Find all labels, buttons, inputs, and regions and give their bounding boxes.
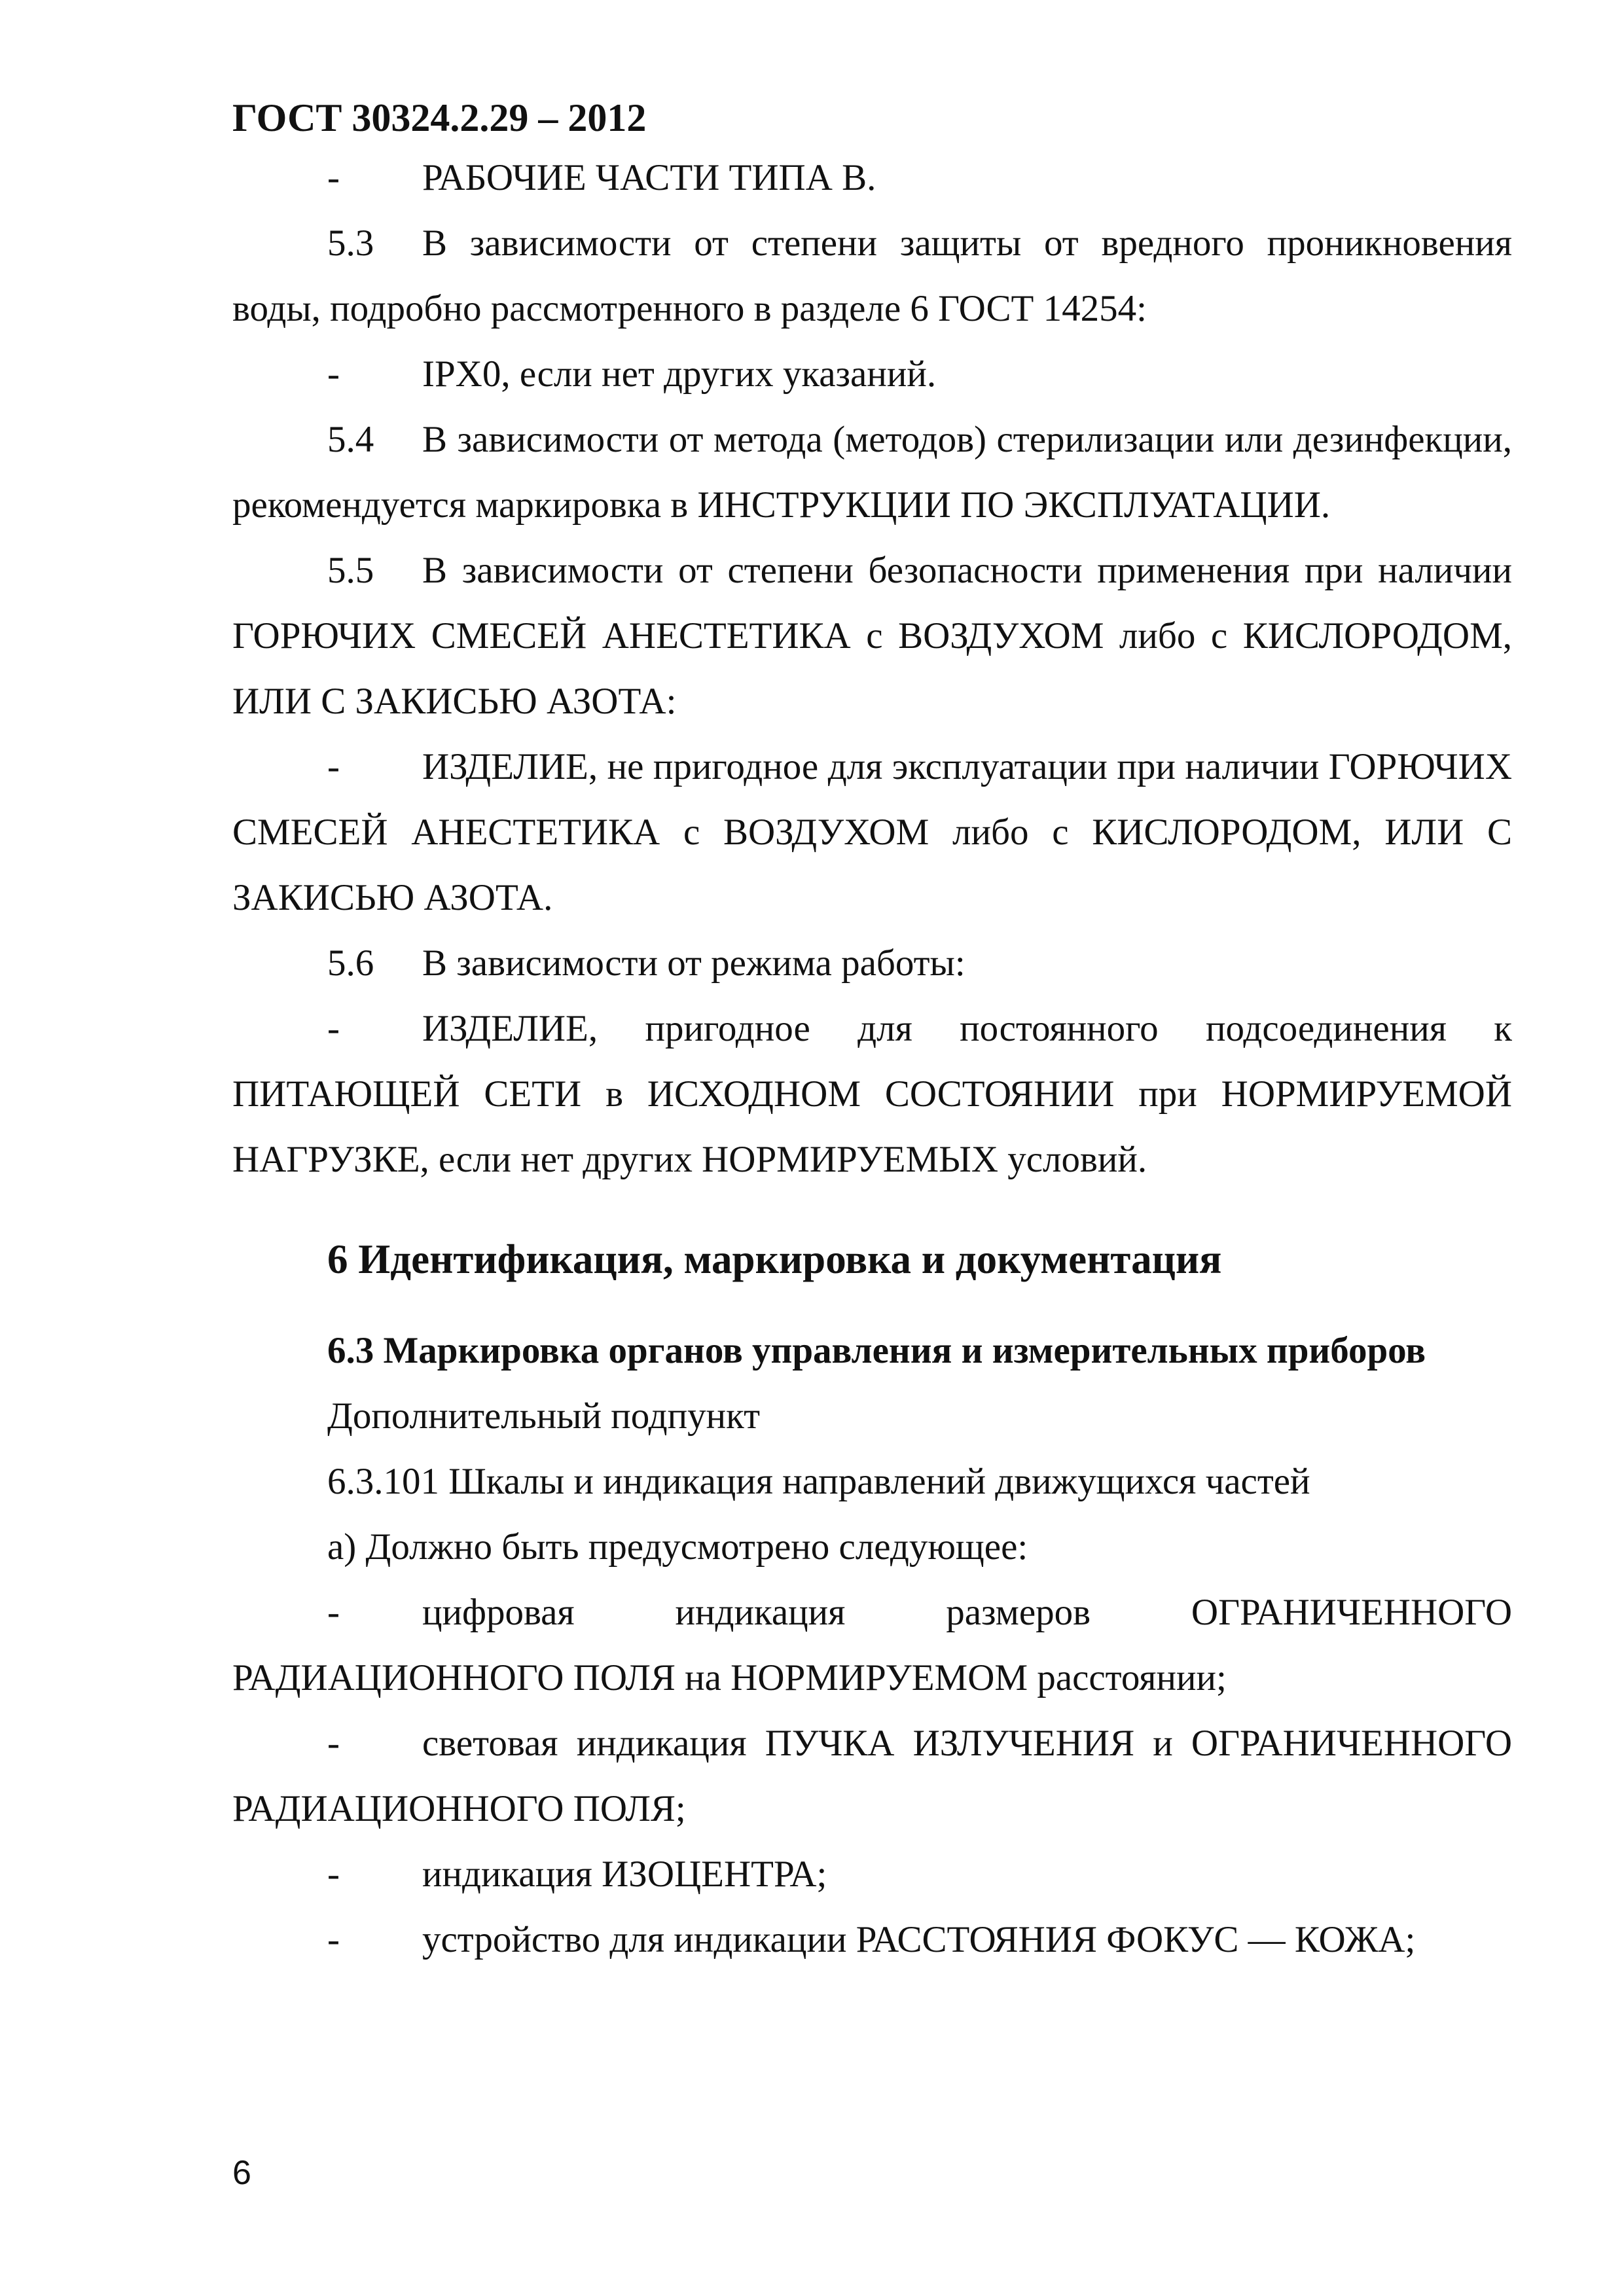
clause-number: 5.6 [327, 942, 374, 984]
list-dash: - [327, 1592, 340, 1633]
list-dash: - [327, 1723, 340, 1764]
list-item-text: ИЗДЕЛИЕ, пригодное для постоянного подсоединения к ПИТАЮЩЕЙ СЕТИ в ИСХОДНОМ СОСТОЯНИИ при НОРМИРУЕМОЙ НАГРУЗКЕ, если нет других НОРМИРУЕМЫХ условий. [232, 1008, 1512, 1180]
clause-5-4 [232, 407, 1512, 538]
clause-text: В зависимости от степени безопасности применения при наличии ГОРЮЧИХ СМЕСЕЙ АНЕСТЕТИКА с ВОЗДУХОМ либо с КИСЛОРОДОМ, ИЛИ С ЗАКИСЬЮ АЗОТА: [232, 550, 1512, 722]
list-item-text: РАБОЧИЕ ЧАСТИ ТИПА В. [422, 157, 876, 198]
list-item [232, 1711, 1512, 1842]
list-dash: - [327, 353, 340, 395]
document-header: ГОСТ 30324.2.29 – 2012 [232, 96, 647, 139]
list-item-text: индикация ИЗОЦЕНТРА; [422, 1854, 827, 1895]
list-item [232, 1580, 1512, 1711]
list-item-text: цифровая индикация размеров ОГРАНИЧЕННОГО РАДИАЦИОННОГО ПОЛЯ на НОРМИРУЕМОМ расстоянии; [232, 1592, 1512, 1698]
clause-6-3-101: 6.3.101 Шкалы и индикация направлений движущихся частей [327, 1461, 1310, 1502]
clause-text: В зависимости от метода (методов) стерилизации или дезинфекции, рекомендуется маркировка в ИНСТРУКЦИИ ПО ЭКСПЛУАТАЦИИ. [232, 419, 1512, 526]
clause-5-6 [232, 931, 1512, 996]
clause-number: 5.5 [327, 550, 374, 591]
clause-text: В зависимости от режима работы: [422, 942, 965, 984]
list-dash: - [327, 1008, 340, 1049]
item-a: а) Должно быть предусмотрено следующее: [327, 1526, 1028, 1568]
list-item [232, 342, 1512, 407]
list-dash: - [327, 157, 340, 198]
list-item-text: IPX0, если нет других указаний. [422, 353, 937, 395]
list-dash: - [327, 1919, 340, 1960]
clause-5-3 [232, 211, 1512, 342]
list-item [232, 996, 1512, 1193]
list-item [232, 734, 1512, 931]
list-item-text: ИЗДЕЛИЕ, не пригодное для эксплуатации при наличии ГОРЮЧИХ СМЕСЕЙ АНЕСТЕТИКА с ВОЗДУХОМ либо с КИСЛОРОДОМ, ИЛИ С ЗАКИСЬЮ АЗОТА. [232, 746, 1512, 918]
list-item [232, 145, 1512, 211]
list-dash: - [327, 1854, 340, 1895]
clause-text: В зависимости от степени защиты от вредного проникновения воды, подробно рассмотренного в разделе 6 ГОСТ 14254: [232, 223, 1512, 329]
list-item [232, 1842, 1512, 1907]
list-item-text: устройство для индикации РАССТОЯНИЯ ФОКУС — КОЖА; [422, 1919, 1416, 1960]
clause-5-5 [232, 538, 1512, 734]
additional-subclause-label: Дополнительный подпункт [327, 1395, 761, 1437]
list-item-text: световая индикация ПУЧКА ИЗЛУЧЕНИЯ и ОГРАНИЧЕННОГО РАДИАЦИОННОГО ПОЛЯ; [232, 1723, 1512, 1829]
list-item [232, 1907, 1512, 1973]
list-dash: - [327, 746, 340, 787]
page-number: 6 [232, 2154, 251, 2192]
subsection-heading: 6.3 Маркировка органов управления и измерительных приборов [327, 1330, 1426, 1371]
document-body [232, 145, 1512, 1973]
clause-number: 5.3 [327, 223, 374, 264]
clause-number: 5.4 [327, 419, 374, 460]
section-heading: 6 Идентификация, маркировка и документация [327, 1236, 1222, 1282]
